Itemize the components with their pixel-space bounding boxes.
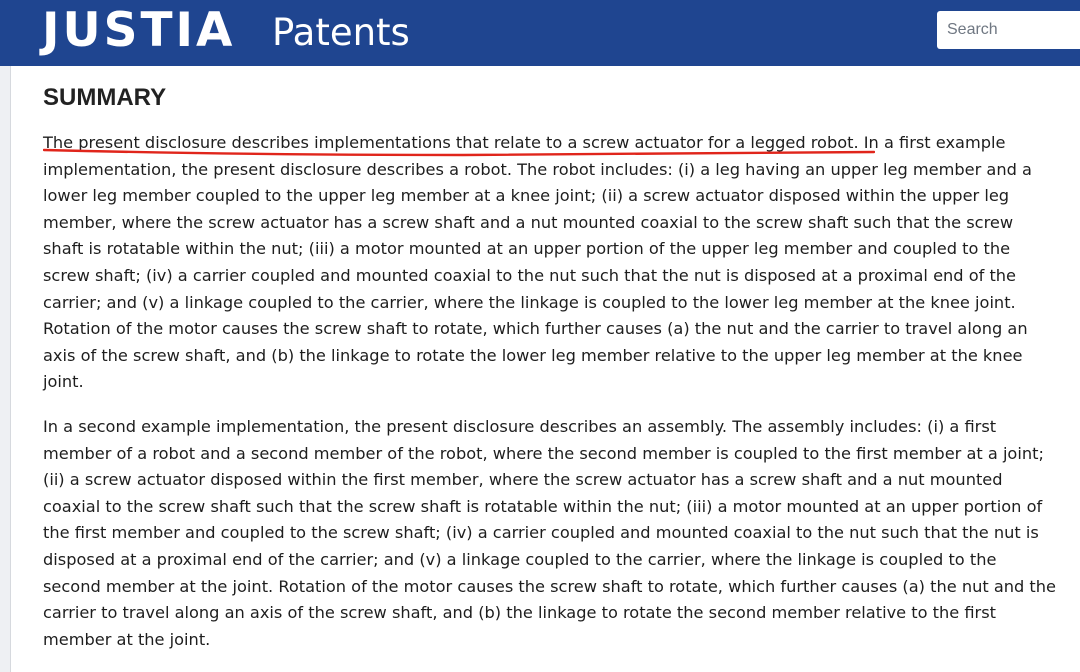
- summary-paragraph-1: [43, 130, 1058, 396]
- justia-logo[interactable]: JUSTIA: [42, 3, 236, 58]
- summary-paragraph-2: In a second example implementation, the present disclosure describes an assembly. The assembly includes: (i) a first member of a robot and a second member of the robot, where the second member is coupled to the first member at a joint; (ii) a screw actuator disposed within the first member, where the screw actuator has a screw shaft and a nut mounted coaxial to the screw shaft such that the screw shaft is rotatable within the nut; (iii) a motor mounted at an upper portion of the first member and coupled to the screw shaft; (iv) a carrier coupled and mounted coaxial to the nut such that the nut is disposed at a proximal end of the carrier; and (v) a linkage coupled to the carrier, where the linkage is coupled to the second member at the joint. Rotation of the motor causes the screw shaft to rotate, which further causes (a) the nut and the carrier to travel along an axis of the screw shaft, and (b) the linkage to rotate the second member relative to the first member at the joint.: [43, 417, 1056, 649]
- site-header: [0, 0, 1080, 66]
- left-gutter: [0, 66, 10, 672]
- highlighted-sentence: The present disclosure describes implementations that relate to a screw actuator for a legged robot.: [43, 133, 859, 152]
- patents-section-link[interactable]: Patents: [272, 11, 410, 54]
- summary-heading: SUMMARY: [43, 84, 167, 111]
- search-input[interactable]: [937, 11, 1080, 49]
- paragraph-1-text: In a first example implementation, the present disclosure describes a robot. The robot includes: (i) a leg having an upper leg member and a lower leg member coupled to the upper leg member at a knee joint; (ii) a screw actuator disposed within the upper leg member, where the screw actuator has a screw shaft and a nut mounted coaxial to the screw shaft such that the screw shaft is rotatable within the nut; (iii) a motor mounted at an upper portion of the upper leg member and coupled to the screw shaft; (iv) a carrier coupled and mounted coaxial to the nut such that the nut is disposed at a proximal end of the carrier; and (v) a linkage coupled to the carrier, where the linkage is coupled to the lower leg member at the knee joint. Rotation of the motor causes the screw shaft to rotate, which further causes (a) the nut and the carrier to travel along an axis of the screw shaft, and (b) the linkage to rotate the lower leg member relative to the upper leg member at the knee joint.: [43, 133, 1032, 392]
- red-underline-annotation: [43, 146, 875, 160]
